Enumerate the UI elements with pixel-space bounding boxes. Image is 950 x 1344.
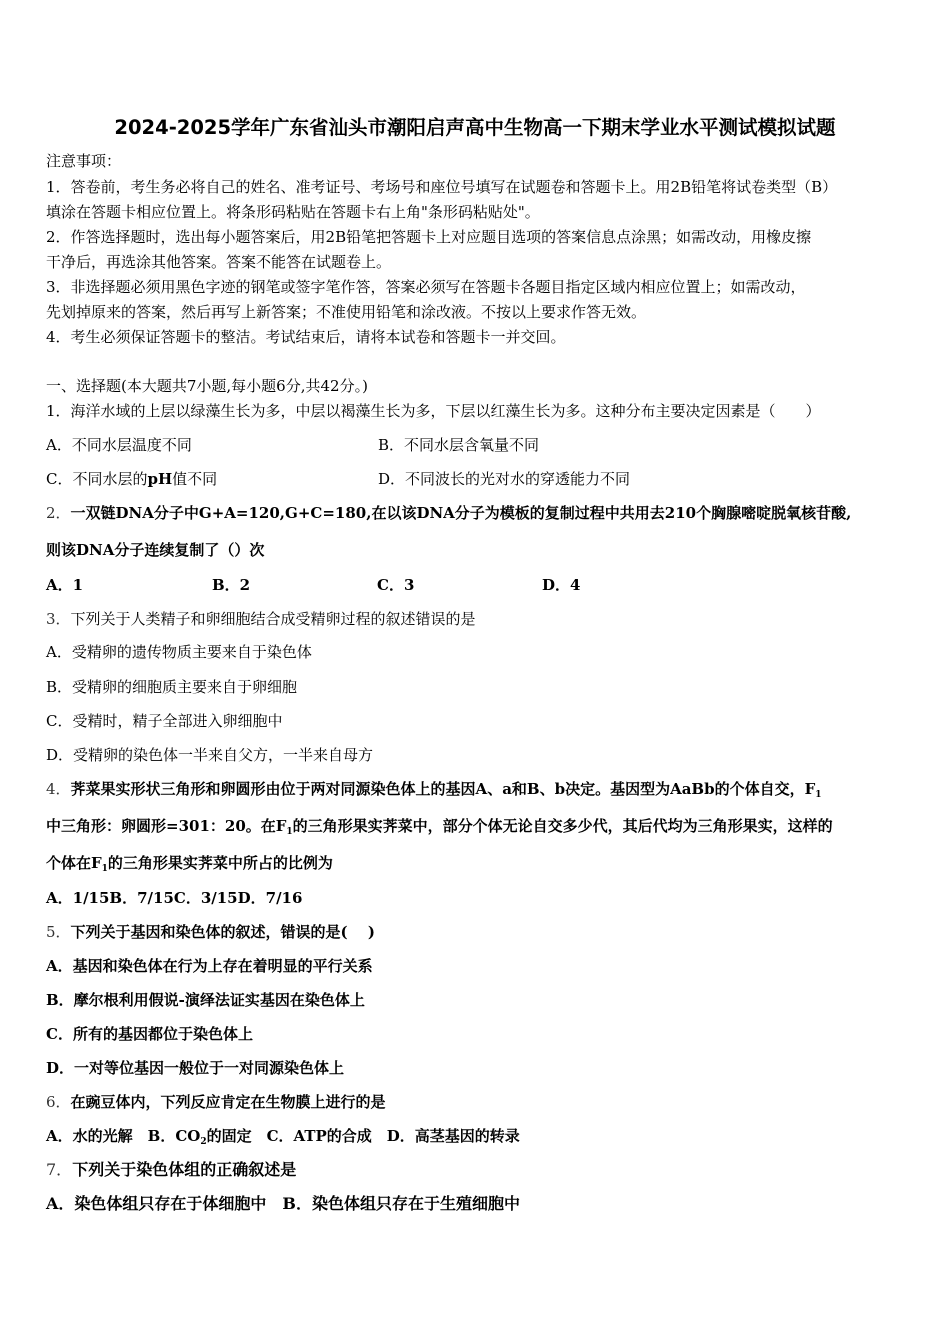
q1-option-c: C．不同水层的pH值不同: [46, 470, 218, 488]
notice-line: 1．答卷前，考生务必将自己的姓名、准考证号、考场号和座位号填写在试题卷和答题卡上。用2B铅笔将试卷类型（B）: [46, 178, 838, 196]
q1-option-b: B．不同水层含氧量不同: [378, 436, 540, 454]
q5-option-a: A．基因和染色体在行为上存在着明显的平行关系: [46, 957, 373, 975]
question-4-line1: 4．荠菜果实形状三角形和卵圆形由位于两对同源染色体上的基因A、a和B、b决定。基因型为AaBb的个体自交，$F_1$: [46, 780, 822, 800]
notice-line: 3．非选择题必须用黑色字迹的钢笔或签字笔作答，答案必须写在答题卡各题目指定区域内相应位置上；如需改动，: [46, 278, 806, 296]
question-5-stem: 5．下列关于基因和染色体的叙述，错误的是( ): [46, 923, 375, 941]
q2-option-d: D．4: [542, 576, 581, 594]
q5-option-b: B．摩尔根利用假说-演绎法证实基因在染色体上: [46, 991, 365, 1009]
page-title: 2024-2025学年广东省汕头市潮阳启声高中生物高一下期末学业水平测试模拟试题: [114, 116, 836, 139]
question-2-line2: 则该DNA分子连续复制了（）次: [46, 541, 265, 559]
q5-option-c: C．所有的基因都位于染色体上: [46, 1025, 253, 1043]
question-1-stem: 1．海洋水域的上层以绿藻生长为多，中层以褐藻生长为多，下层以红藻生长为多。这种分布主要决定因素是（ ）: [46, 402, 821, 420]
question-3-stem: 3．下列关于人类精子和卵细胞结合成受精卵过程的叙述错误的是: [46, 610, 476, 628]
q2-option-b: B．2: [212, 576, 251, 594]
q6-options: A．水的光解 B．$CO_2$的固定 C．ATP的合成 D．高茎基因的转录: [46, 1127, 520, 1147]
q5-option-d: D．一对等位基因一般位于一对同源染色体上: [46, 1059, 345, 1077]
q7-options: A．染色体组只存在于体细胞中 B．染色体组只存在于生殖细胞中: [46, 1194, 520, 1213]
q3-option-c: C．受精时，精子全部进入卵细胞中: [46, 712, 283, 730]
q3-option-d: D．受精卵的染色体一半来自父方，一半来自母方: [46, 746, 374, 764]
question-4-line2: 中三角形：卵圆形=301：20。在$F_1$的三角形果实荠菜中，部分个体无论自交多少代，其后代均为三角形果实，这样的: [46, 817, 833, 837]
notice-line: 先划掉原来的答案，然后再写上新答案；不准使用铅笔和涂改液。不按以上要求作答无效。: [46, 303, 647, 321]
question-2-line1: 2．一双链DNA分子中G+A=120,G+C=180,在以该DNA分子为模板的复制过程中共用去210个胸腺嘧啶脱氧核苷酸,: [46, 504, 852, 522]
notice-line: 干净后，再选涂其他答案。答案不能答在试题卷上。: [46, 253, 392, 271]
notice-line: 填涂在答题卡相应位置上。将条形码粘贴在答题卡右上角"条形码粘贴处"。: [46, 203, 540, 221]
question-7-stem: 7．下列关于染色体组的正确叙述是: [46, 1160, 297, 1179]
question-4-line3: 个体在$F_1$的三角形果实荠菜中所占的比例为: [46, 854, 333, 874]
q3-option-a: A．受精卵的遗传物质主要来自于染色体: [46, 643, 312, 661]
notice-heading: 注意事项：: [46, 152, 122, 170]
section-heading: 一、选择题(本大题共7小题,每小题6分,共42分。): [46, 377, 368, 395]
notice-line: 4．考生必须保证答题卡的整洁。考试结束后，请将本试卷和答题卡一并交回。: [46, 328, 566, 346]
q2-option-a: A．1: [46, 576, 84, 594]
q3-option-b: B．受精卵的细胞质主要来自于卵细胞: [46, 678, 298, 696]
q4-options: A．1/15B．7/15C．3/15D．7/16: [46, 889, 303, 907]
q1-option-d: D．不同波长的光对水的穿透能力不同: [378, 470, 631, 488]
question-6-stem: 6．在豌豆体内，下列反应肯定在生物膜上进行的是: [46, 1093, 386, 1111]
q1-option-a: A．不同水层温度不同: [46, 436, 192, 454]
notice-line: 2．作答选择题时，选出每小题答案后，用2B铅笔把答题卡上对应题目选项的答案信息点涂黑；如需改动，用橡皮擦: [46, 228, 812, 246]
q2-option-c: C．3: [377, 576, 415, 594]
